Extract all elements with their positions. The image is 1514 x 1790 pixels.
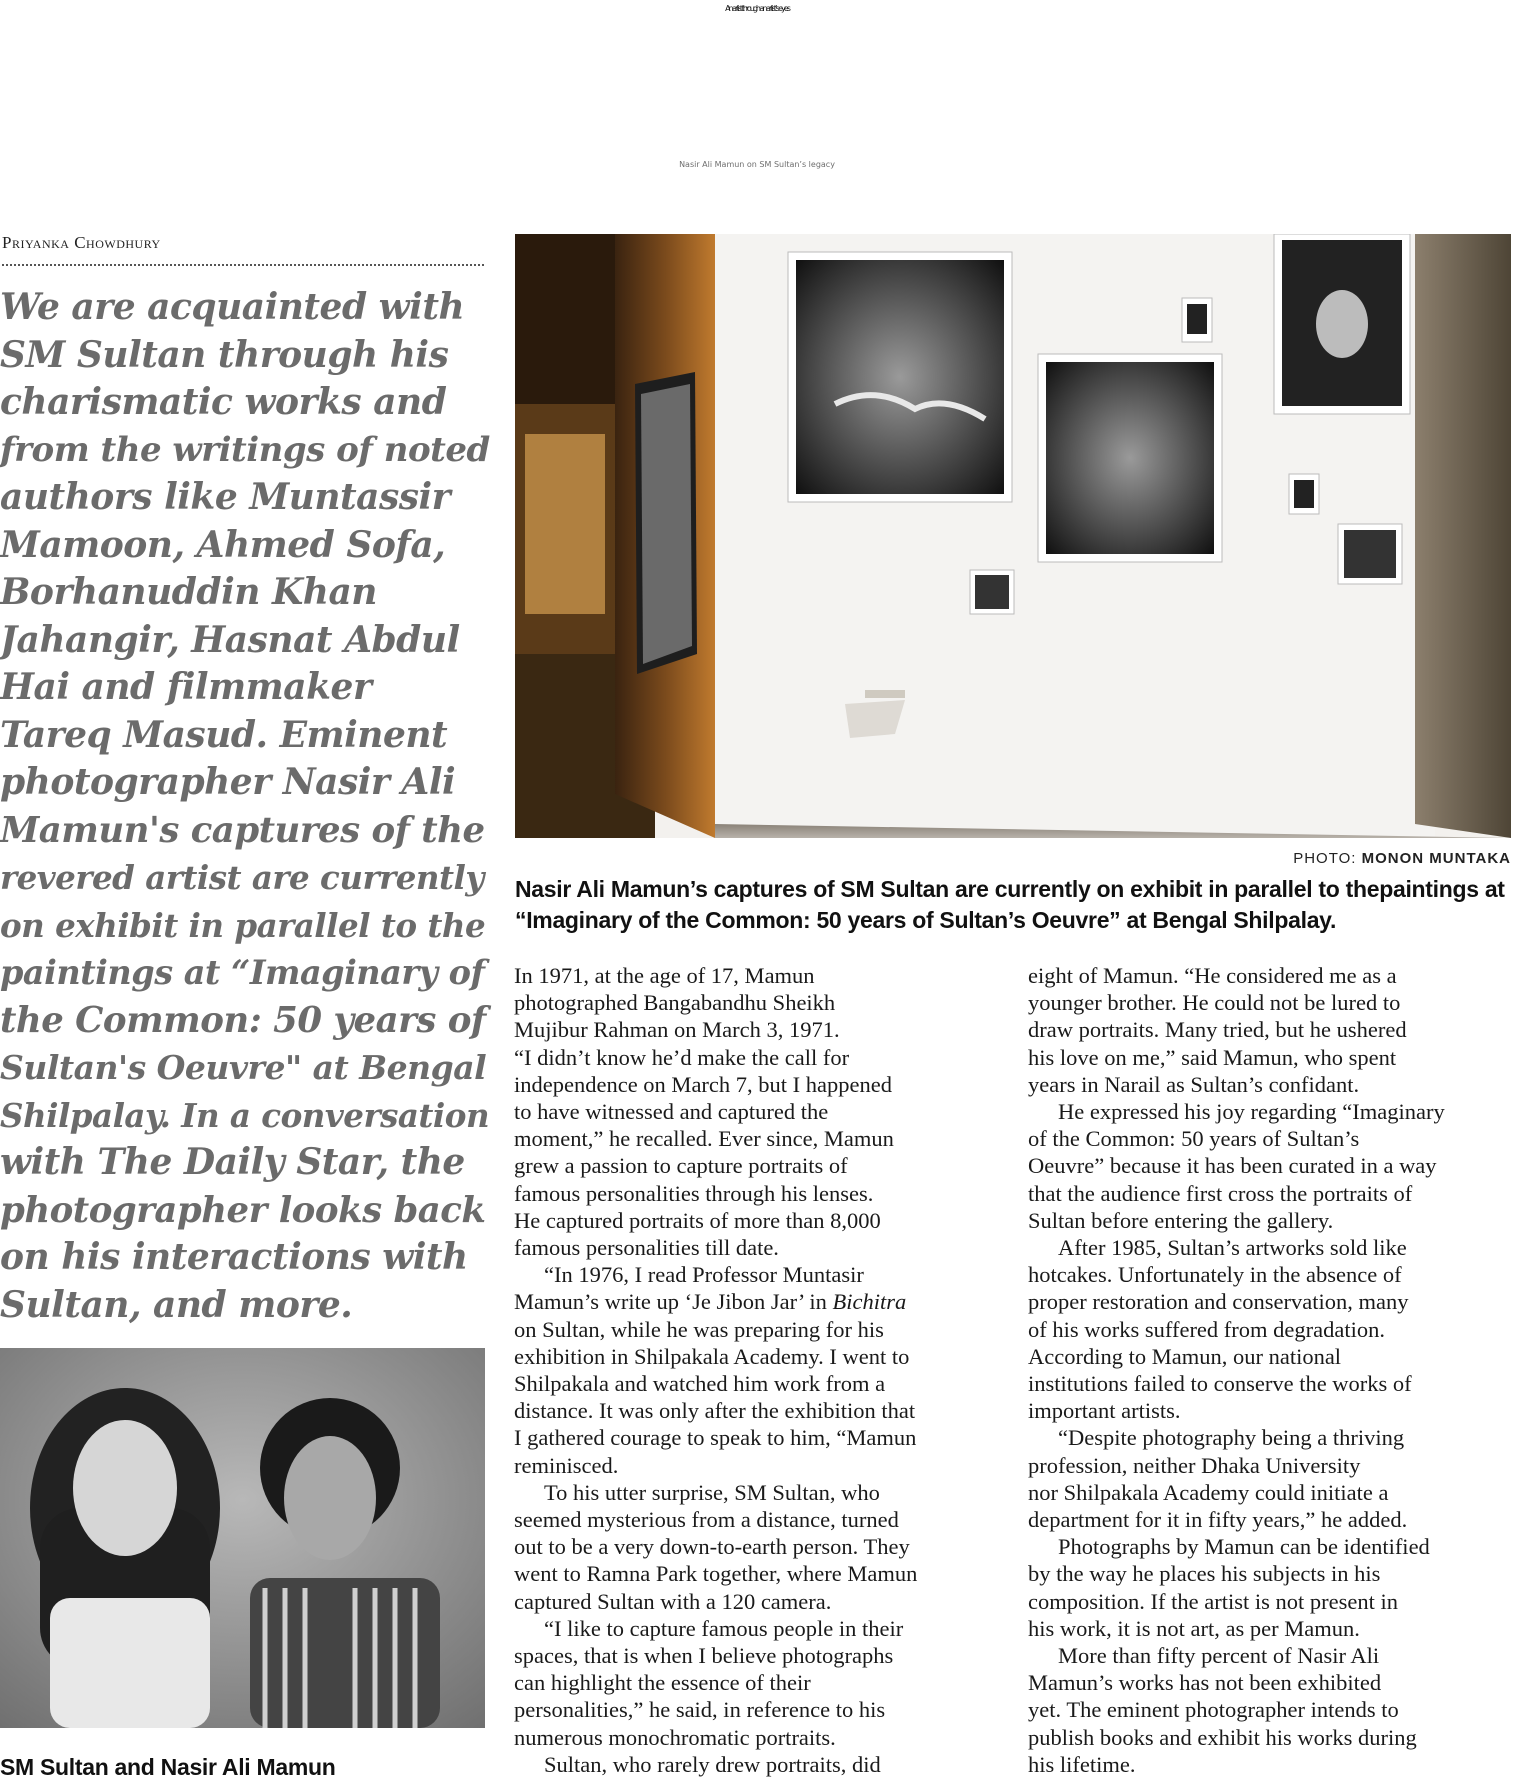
article-column-2 (1028, 962, 1512, 1778)
text-line: Photographs by Mamun can be identified (1058, 1534, 1430, 1560)
paragraph-9 (1028, 1533, 1512, 1642)
text-line: captured Sultan with a 120 camera. (514, 1588, 832, 1614)
text-line: He expressed his joy regarding “Imaginary (1058, 1099, 1445, 1125)
paragraph-2 (514, 1261, 994, 1315)
text-line: distance. It was only after the exhibition that (514, 1398, 916, 1424)
intro-line: with The Daily Star, the (0, 1141, 465, 1183)
text-line: department for it in fifty years,” he added. (1028, 1507, 1408, 1533)
intro-line: photographer looks back (0, 1189, 486, 1231)
text-line: Sultan before entering the gallery. (1028, 1207, 1334, 1233)
intro-line: Tareq Masud. Eminent (0, 713, 448, 756)
text-line: of his works suffered from degradation. (1028, 1316, 1385, 1342)
article-column-1 (514, 962, 994, 1778)
text-line: yet. The eminent photographer intends to (1028, 1697, 1399, 1723)
text-line: According to Mamun, our national (1028, 1343, 1342, 1369)
intro-line: paintings at “Imaginary of (0, 953, 485, 992)
text-line: nor Shilpakala Academy could initiate a (1028, 1479, 1389, 1505)
text-line: seemed mysterious from a distance, turned (514, 1507, 899, 1533)
author-byline: Priyanka Chowdhury (2, 233, 161, 252)
text-line: independence on March 7, but I happened (514, 1071, 892, 1097)
text-line: famous personalities through his lenses. (514, 1180, 874, 1206)
text-line: spaces, that is when I believe photographs (514, 1643, 894, 1669)
paragraph-3 (514, 1479, 994, 1615)
intro-line: authors like Muntassir (0, 476, 451, 518)
paragraph-7 (1028, 1234, 1512, 1424)
headline: An artist through an artist’s eyes (725, 4, 789, 13)
photo-credit-name: MONON MUNTAKA (1361, 850, 1511, 867)
text-line: composition. If the artist is not present in (1028, 1588, 1398, 1614)
photo-credit-label: PHOTO: (1293, 850, 1357, 867)
intro-standfirst (0, 284, 490, 1329)
text-line: In 1971, at the age of 17, Mamun (514, 963, 815, 988)
publication-title: Bichitra (832, 1289, 907, 1315)
intro-line: Mamun's captures of the (0, 809, 485, 851)
paragraph-5-cont (1028, 962, 1512, 1098)
portrait-photo (0, 1348, 485, 1728)
text-line: important artists. (1028, 1398, 1181, 1424)
intro-line: SM Sultan through his (0, 333, 449, 376)
intro-line: Borhanuddin Khan (0, 571, 377, 613)
text-line: went to Ramna Park together, where Mamun (514, 1561, 918, 1587)
intro-line: revered artist are currently (0, 858, 484, 897)
text-line: After 1985, Sultan’s artworks sold like (1058, 1235, 1407, 1261)
text-line: his work, it is not art, as per Mamun. (1028, 1615, 1360, 1641)
intro-line: on exhibit in parallel to the (0, 905, 486, 945)
text-line: his love on me,” said Mamun, who spent (1028, 1044, 1397, 1070)
intro-line: on his interactions with (0, 1236, 468, 1278)
intro-line: Sultan's Oeuvre" at Bengal (0, 1048, 487, 1087)
paragraph-8 (1028, 1424, 1512, 1533)
subheadline: Nasir Ali Mamun on SM Sultan’s legacy (679, 160, 835, 169)
paragraph-1 (514, 962, 994, 1261)
text-line: to have witnessed and captured the (514, 1099, 829, 1125)
text-line: that the audience first cross the portraits of (1028, 1180, 1413, 1206)
text-line: Oeuvre” because it has been curated in a way (1028, 1153, 1437, 1179)
paragraph-2-cont (514, 1316, 994, 1479)
paragraph-4 (514, 1615, 994, 1751)
caption-line: Nasir Ali Mamun’s captures of SM Sultan are currently on exhibit in parallel to the (515, 876, 1380, 902)
text-line: “I didn’t know he’d make the call for (514, 1044, 850, 1070)
intro-line: from the writings of noted (0, 429, 490, 470)
text-line: Mamun’s works has not been exhibited (1028, 1670, 1382, 1696)
text-line: younger brother. He could not be lured to (1028, 990, 1401, 1016)
paragraph-10 (1028, 1642, 1512, 1778)
intro-line: charismatic works and (0, 381, 447, 423)
text-line: “In 1976, I read Professor Muntasir (544, 1262, 864, 1288)
text-line: “Despite photography being a thriving (1058, 1425, 1405, 1451)
gallery-photo (515, 234, 1511, 838)
paragraph-5 (514, 1751, 994, 1778)
portrait-photo-art (0, 1348, 485, 1728)
intro-line: Shilpalay. In a conversation (0, 1095, 490, 1135)
byline-divider (2, 264, 484, 266)
intro-line: We are acquainted with (0, 286, 465, 328)
text-line: profession, neither Dhaka University (1028, 1452, 1361, 1478)
text-line: exhibition in Shilpakala Academy. I went to (514, 1343, 910, 1369)
text-line: Mujibur Rahman on March 3, 1971. (514, 1017, 840, 1043)
portrait-caption: SM Sultan and Nasir Ali Mamun (0, 1754, 336, 1780)
text-line: institutions failed to conserve the works of (1028, 1371, 1412, 1397)
text-line: hotcakes. Unfortunately in the absence of (1028, 1262, 1402, 1288)
text-line: eight of Mamun. “He considered me as a (1028, 963, 1397, 988)
text-line: years in Narail as Sultan’s confidant. (1028, 1071, 1360, 1097)
text-line: reminisced. (514, 1452, 619, 1478)
text-line: proper restoration and conservation, many (1028, 1289, 1409, 1315)
photo-caption (515, 874, 1511, 936)
text-line: publish books and exhibit his works during (1028, 1724, 1417, 1750)
text-line: out to be a very down-to-earth person. They (514, 1534, 910, 1560)
intro-line: Hai and filmmaker (0, 666, 372, 708)
photo-credit (1293, 850, 1511, 867)
text-line: photographed Bangabandhu Sheikh (514, 990, 836, 1016)
text-line: Shilpakala and watched him work from a (514, 1371, 886, 1397)
text-line: of the Common: 50 years of Sultan’s (1028, 1126, 1360, 1152)
text-line: He captured portraits of more than 8,000 (514, 1207, 881, 1233)
text-line: can highlight the essence of their (514, 1670, 811, 1696)
intro-line: Mamoon, Ahmed Sofa, (0, 523, 446, 566)
text-fragment: Mamun’s write up ‘Je Jibon Jar’ in (514, 1289, 833, 1315)
text-line: moment,” he recalled. Ever since, Mamun (514, 1126, 894, 1152)
text-line: by the way he places his subjects in his (1028, 1561, 1381, 1587)
gallery-photo-art (515, 234, 1511, 838)
text-line: I gathered courage to speak to him, “Mamun (514, 1425, 917, 1451)
text-line: draw portraits. Many tried, but he ushered (1028, 1017, 1407, 1043)
text-line: To his utter surprise, SM Sultan, who (544, 1479, 880, 1505)
text-line: on Sultan, while he was preparing for his (514, 1316, 884, 1342)
intro-line: the Common: 50 years of (0, 999, 486, 1041)
text-line: famous personalities till date. (514, 1235, 779, 1261)
paragraph-6 (1028, 1098, 1512, 1234)
text-line: numerous monochromatic portraits. (514, 1724, 836, 1750)
intro-line: Sultan, and more. (0, 1283, 353, 1326)
intro-line: photographer Nasir Ali (0, 761, 456, 803)
text-line: grew a passion to capture portraits of (514, 1153, 848, 1179)
text-line: More than fifty percent of Nasir Ali (1058, 1643, 1380, 1669)
text-line: his lifetime. (1028, 1751, 1136, 1777)
text-line: personalities,” he said, in reference to his (514, 1697, 886, 1723)
text-line: Sultan, who rarely drew portraits, did (544, 1751, 881, 1777)
text-line (514, 1288, 994, 1315)
intro-line: Jahangir, Hasnat Abdul (0, 618, 460, 661)
text-line: “I like to capture famous people in their (544, 1615, 904, 1641)
caption-line: paintings at “Imaginary of the Common: 50 years of Sultan’s Oeuvre” at Bengal Shilpalay. (515, 876, 1505, 933)
